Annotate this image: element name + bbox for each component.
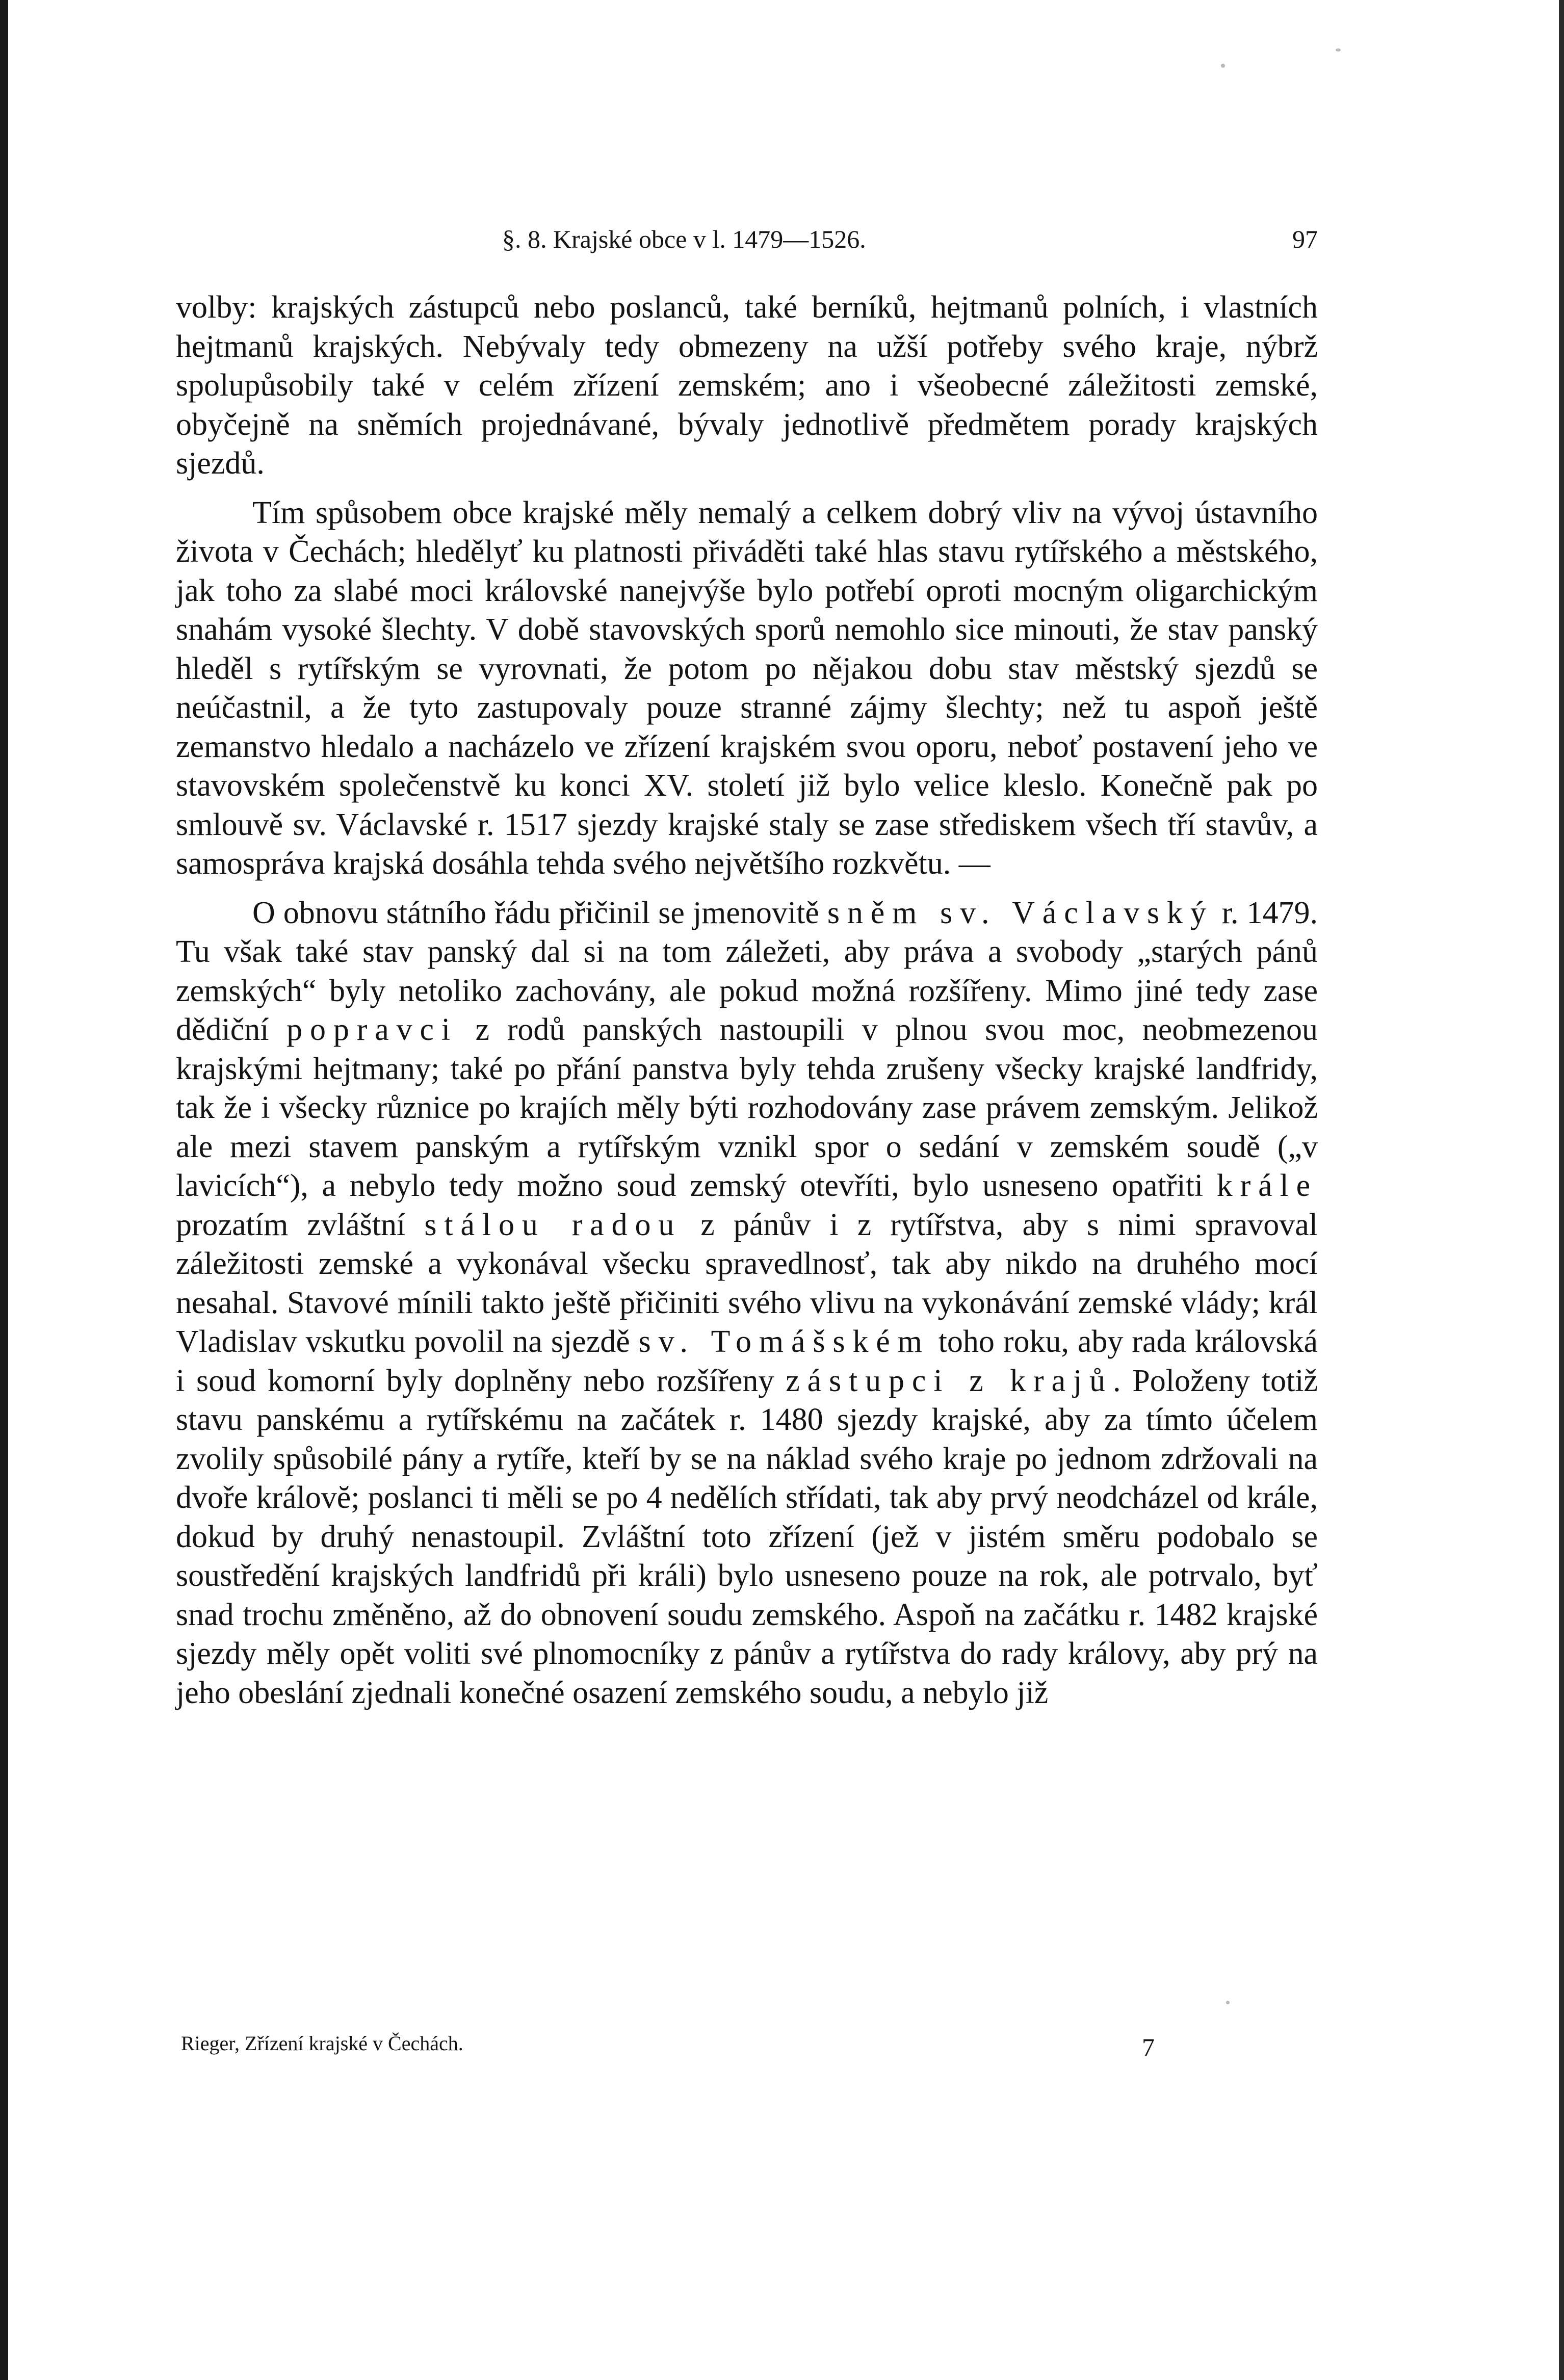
page-number: 97 [1292,225,1318,253]
text-segment: . Položeny totiž stavu panskému a rytířskému na začátek r. 1480 sjezdy krajské, aby za tímto účelem zvolily spůsobilé pány a rytíře, kteří by se na náklad svého kraje po jednom zdržovali na dvoře královĕ; poslanci ti měli se po 4 nedělích střídati, tak aby prvý neodcházel od krále, dokud by druhý nenastoupil. Zvláštní toto zřízení (jež v jistém směru podobalo se soustředění krajských landfridů při králi) bylo usneseno pouze na rok, ale potrvalo, byť snad trochu změněno, až do obnovení soudu zemského. Aspoň na začátku r. 1482 krajské sjezdy měly opět voliti své plnomocníky z pánův a rytířstva do rady královy, aby prý na jeho obeslání zjednali konečné osazení zemského soudu, a nebylo již [176,1363,1318,1710]
page-header [176,219,1318,260]
page-footer [181,2031,1221,2067]
speck [1226,2001,1230,2004]
footer-note: Rieger, Zřízení krajské v Čechách. [181,2032,463,2055]
text-segment: r. 1479. Tu však také stav panský dal si na tom záležeti, aby práva a svobody „starých pánů zemských“ byly netoliko zachovány, ale pokud možná rozšířeny. Mimo jiné tedy zase dědiční [176,895,1318,1047]
text-segment: toho roku, aby rada královská i soud komorní byly doplněny nebo rozšířeny [176,1324,1318,1398]
text-segment: O obnovu státního řádu přičinil se jmenovitě [252,895,827,930]
speck [1336,48,1341,51]
emphasized-text: krále [1216,1168,1318,1203]
emphasized-text: sněm sv. Václavský [827,895,1214,930]
emphasized-text: popravci [286,1012,458,1047]
body-text [176,288,1318,1722]
emphasized-text: zástupci z krajů [786,1363,1113,1398]
text-segment: prozatím zvláštní [176,1207,425,1242]
text-segment: volby: krajských zástupců nebo poslanců, také berníků, hejtmanů polních, i vlastních hejtmanů krajských. Nebývaly tedy obmezeny na užší potřeby svého kraje, nýbrž spolupůsobily také v celém zřízení zemském; ano i všeobecné záležitosti zemské, obyčejně na sněmích projednávané, bývaly jednotlivě předmětem porady krajských sjezdů. [176,290,1318,481]
signature-mark: 7 [1142,2033,1155,2061]
emphasized-text: sv. Tomášském [638,1324,930,1359]
paragraph [176,894,1318,1713]
speck [1221,64,1225,68]
page-edge-left [0,0,8,2380]
paragraph [176,493,1318,883]
running-title: §. 8. Krajské obce v l. 1479—1526. [502,225,866,253]
text-segment: Tím spůsobem obce krajské měly nemalý a celkem dobrý vliv na vývoj ústavního života v Čechách; hledělyť ku platnosti přiváděti také hlas stavu rytířského a městského, jak toho za slabé moci královské nanejvýše bylo potřebí oproti mocným oligarchickým snahám vysoké šlechty. V době stavovských sporů nemohlo sice minouti, že stav panský hleděl s rytířským se vyrovnati, že potom po nějakou dobu stav městský sjezdů se neúčastnil, a že tyto zastupovaly pouze stranné zájmy šlechty; než tu aspoň ještě zemanstvo hledalo a nacházelo ve zřízení krajském svou oporu, neboť postavení jeho ve stavovském společenstvě ku konci XV. století již bylo velice kleslo. Konečně pak po smlouvě sv. Václavské r. 1517 sjezdy krajské staly se zase střediskem všech tří stavův, a samospráva krajská dosáhla tehda svého největšího rozkvětu. — [176,495,1318,881]
emphasized-text: stálou radou [424,1207,682,1242]
text-segment: z rodů panských nastoupili v plnou svou moc, neobmezenou krajskými hejtmany; také po přání panstva byly tehda zrušeny všecky krajské landfridy, tak že i všecky různice po krajích měly býti rozhodovány zase právem zemským. Jelikož ale mezi stavem panským a rytířským vznikl spor o sedání v zemském soudě („v lavicích“), a nebylo tedy možno soud zemský otevříti, bylo usneseno opatřiti [176,1012,1318,1203]
paragraph [176,288,1318,483]
page-edge-right [1559,0,1564,2380]
text-segment: z pánův i z rytířstva, aby s nimi spravoval záležitosti zemské a vykonával všecku spravedlnosť, tak aby nikdo na druhého mocí nesahal. Stavové mínili takto ještě přičiniti svého vlivu na vykonávání zemské vlády; král Vladislav vskutku povolil na sjezdě [176,1207,1318,1359]
